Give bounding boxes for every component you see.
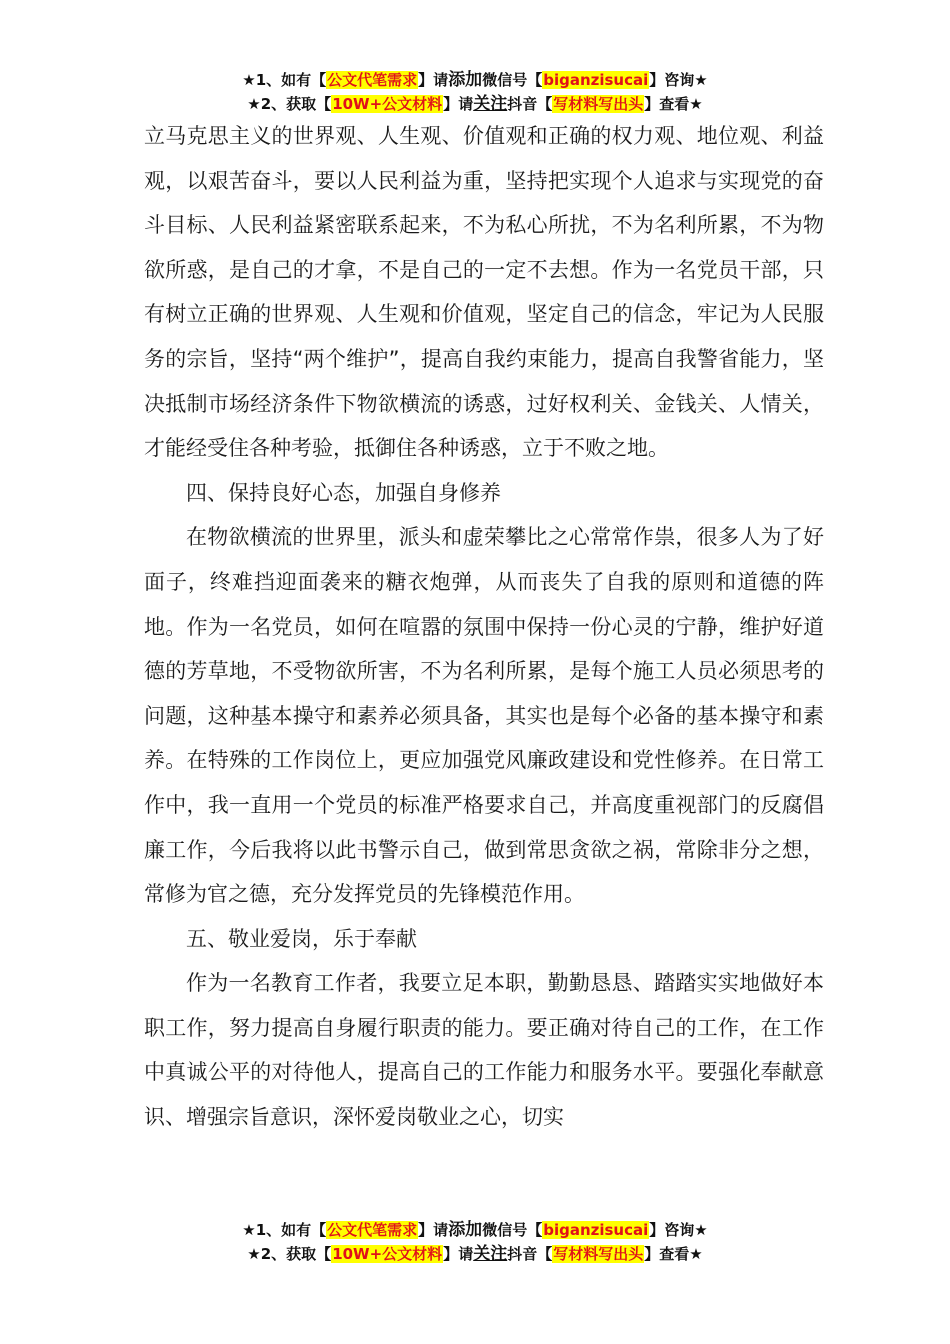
- highlight-materials: 10W+公文材料: [332, 95, 443, 113]
- footer-highlight-materials: 10W+公文材料: [332, 1245, 443, 1263]
- highlight-service: 公文代笔需求: [327, 71, 418, 89]
- section-heading-4: 四、保持良好心态，加强自身修养: [186, 480, 501, 505]
- paragraph-1: 立马克思主义的世界观、人生观、价值观和正确的权力观、地位观、利益观，以艰苦奋斗，要以人民利益为重，坚持把实现个人追求与实现党的奋斗目标、人民利益紧密联系起来，不为私心所扰，不为名利所累，不为物欲所惑，是自己的才拿，不是自己的一定不去想。作为一名党员干部，只有树立正确的世界观、人生观和价值观，坚定自己的信念，牢记为人民服务的宗旨，坚持“两个维护”，提高自我约束能力，提高自我警省能力，坚决抵制市场经济条件下物欲横流的诱惑，过好权利关、金钱关、人情关，才能经受住各种考验，抵御住各种诱惑，立于不败之地。: [144, 124, 824, 461]
- header-banner: [0, 68, 950, 116]
- footer-line-2: ★2、获取【10W+公文材料】请关注抖音【写材料写出头】查看★: [247, 1244, 703, 1264]
- section-heading-5: 五、敬业爱岗，乐于奉献: [186, 926, 417, 951]
- footer-highlight-service: 公文代笔需求: [327, 1221, 418, 1239]
- highlight-wechat-id: biganzisucai: [543, 71, 649, 89]
- footer-line-1: ★1、如有【公文代笔需求】请添加微信号【biganzisucai】咨询★: [242, 1220, 708, 1240]
- highlight-douyin-account: 写材料写出头: [553, 95, 644, 113]
- footer-banner: [0, 1218, 950, 1266]
- footer-highlight-wechat-id: biganzisucai: [543, 1221, 649, 1239]
- paragraph-2: 在物欲横流的世界里，派头和虚荣攀比之心常常作祟，很多人为了好面子，终难挡迎面袭来的糖衣炮弹，从而丧失了自我的原则和道德的阵地。作为一名党员，如何在喧嚣的氛围中保持一份心灵的宁静，维护好道德的芳草地，不受物欲所害，不为名利所累，是每个施工人员必须思考的问题，这种基本操守和素养必须具备，其实也是每个必备的基本操守和素养。在特殊的工作岗位上，更应加强党风廉政建设和党性修养。在日常工作中，我一直用一个党员的标准严格要求自己，并高度重视部门的反腐倡廉工作，今后我将以此书警示自己，做到常思贪欲之祸，常除非分之想，常修为官之德，充分发挥党员的先锋模范作用。: [144, 525, 824, 907]
- banner-line-1: ★1、如有【公文代笔需求】请添加微信号【biganzisucai】咨询★: [242, 70, 708, 90]
- document-body: [144, 114, 824, 1140]
- footer-highlight-douyin-account: 写材料写出头: [553, 1245, 644, 1263]
- paragraph-3: 作为一名教育工作者，我要立足本职，勤勤恳恳、踏踏实实地做好本职工作，努力提高自身履行职责的能力。要正确对待自己的工作，在工作中真诚公平的对待他人，提高自己的工作能力和服务水平。要强化奉献意识、增强宗旨意识，深怀爱岗敬业之心，切实: [144, 971, 824, 1130]
- banner-line-2: ★2、获取【10W+公文材料】请关注抖音【写材料写出头】查看★: [247, 94, 703, 114]
